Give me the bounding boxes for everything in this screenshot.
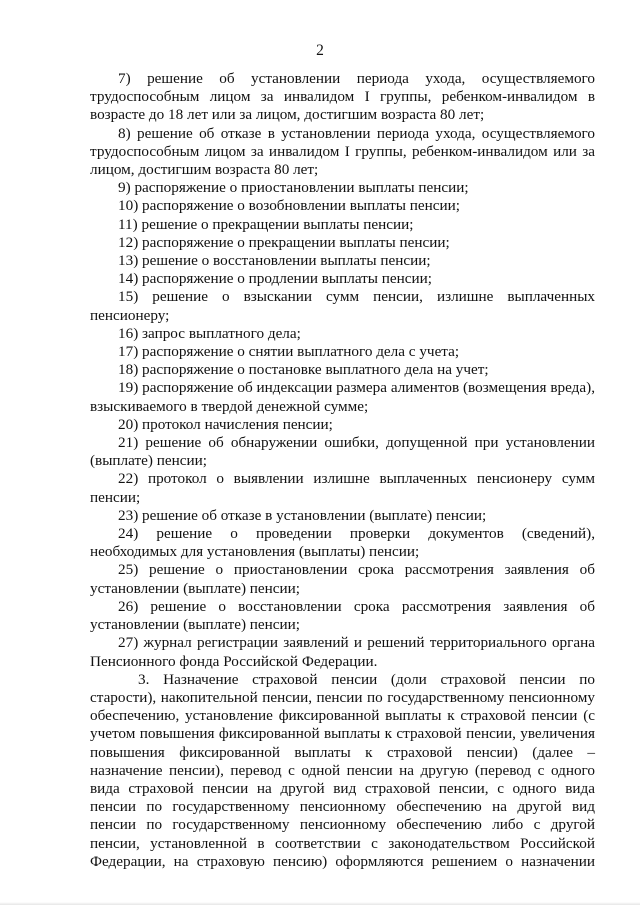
list-item: 23) решение об отказе в установлении (выплате) пенсии; (118, 506, 487, 524)
list-item: 27) журнал регистрации заявлений и решений территориального органа Пенсионного фонда Российской Федерации. (90, 634, 595, 670)
document-body (90, 70, 595, 871)
list-item: 11) решение о прекращении выплаты пенсии; (118, 215, 414, 233)
list-item: 24) решение о проведении проверки документов (сведений), необходимых для установления (выплаты) пенсии; (90, 525, 595, 561)
list-item: 12) распоряжение о прекращении выплаты пенсии; (118, 233, 450, 251)
list-item: 9) распоряжение о приостановлении выплаты пенсии; (118, 179, 469, 197)
list-item: 26) решение о восстановлении срока рассмотрения заявления об установлении (выплате) пенсии; (90, 597, 595, 634)
list-item: 15) решение о взыскании сумм пенсии, излишне выплаченных пенсионеру; (90, 288, 595, 324)
list-item: 13) решение о восстановлении выплаты пенсии; (118, 252, 431, 270)
list-item: 14) распоряжение о продлении выплаты пенсии; (118, 270, 433, 288)
list-item: 18) распоряжение о постановке выплатного дела на учет; (118, 361, 489, 379)
list-item: 17) распоряжение о снятии выплатного дела с учета; (118, 343, 460, 361)
list-item: 7) решение об установлении периода ухода, осуществляемого трудоспособным лицом за инвалидом I группы, ребенком-инвалидом в возрасте до 18 лет или за лицом, достигшим возраста 80 лет; (90, 70, 595, 124)
list-item: 8) решение об отказе в установлении периода ухода, осуществляемого трудоспособным лицом за инвалидом I группы, ребенком-инвалидом или за лицом, достигшим возраста 80 лет; (90, 124, 595, 179)
list-item: 19) распоряжение об индексации размера алиментов (возмещения вреда), взыскиваемого в твердой денежной сумме; (90, 379, 595, 415)
list-item: 21) решение об обнаружении ошибки, допущенной при установлении (выплате) пенсии; (90, 434, 595, 470)
list-item: 16) запрос выплатного дела; (118, 324, 301, 342)
page-number: 2 (316, 42, 324, 59)
list-item: 10) распоряжение о возобновлении выплаты пенсии; (118, 197, 460, 215)
paragraph-3: 3. Назначение страховой пенсии (доли страховой пенсии по старости), накопительной пенсии, пенсии по государственному пенсионному обеспечению, установление фиксированной выплаты к страховой пенсии (с учетом повышения фиксированной выплаты к страховой пенсии, увеличения повышения фиксированной выплаты к страховой пенсии) (далее – назначение пенсии), перевод с одной пенсии на другую (перевод с одного вида страховой пенсии на другой вид страховой пенсии, с одного вида пенсии по государственному пенсионному обеспечению на другой вид пенсии по государственному пенсионному обеспечению либо с другой пенсии, установленной в соответствии с законодательством Российской Федерации, на страховую пенсию) оформляются решением о назначении (90, 670, 595, 870)
list-item: 22) протокол о выявлении излишне выплаченных пенсионеру сумм пенсии; (90, 470, 595, 506)
list-item: 25) решение о приостановлении срока рассмотрения заявления об установлении (выплате) пенсии; (90, 561, 595, 597)
list-item: 20) протокол начисления пенсии; (118, 415, 333, 433)
